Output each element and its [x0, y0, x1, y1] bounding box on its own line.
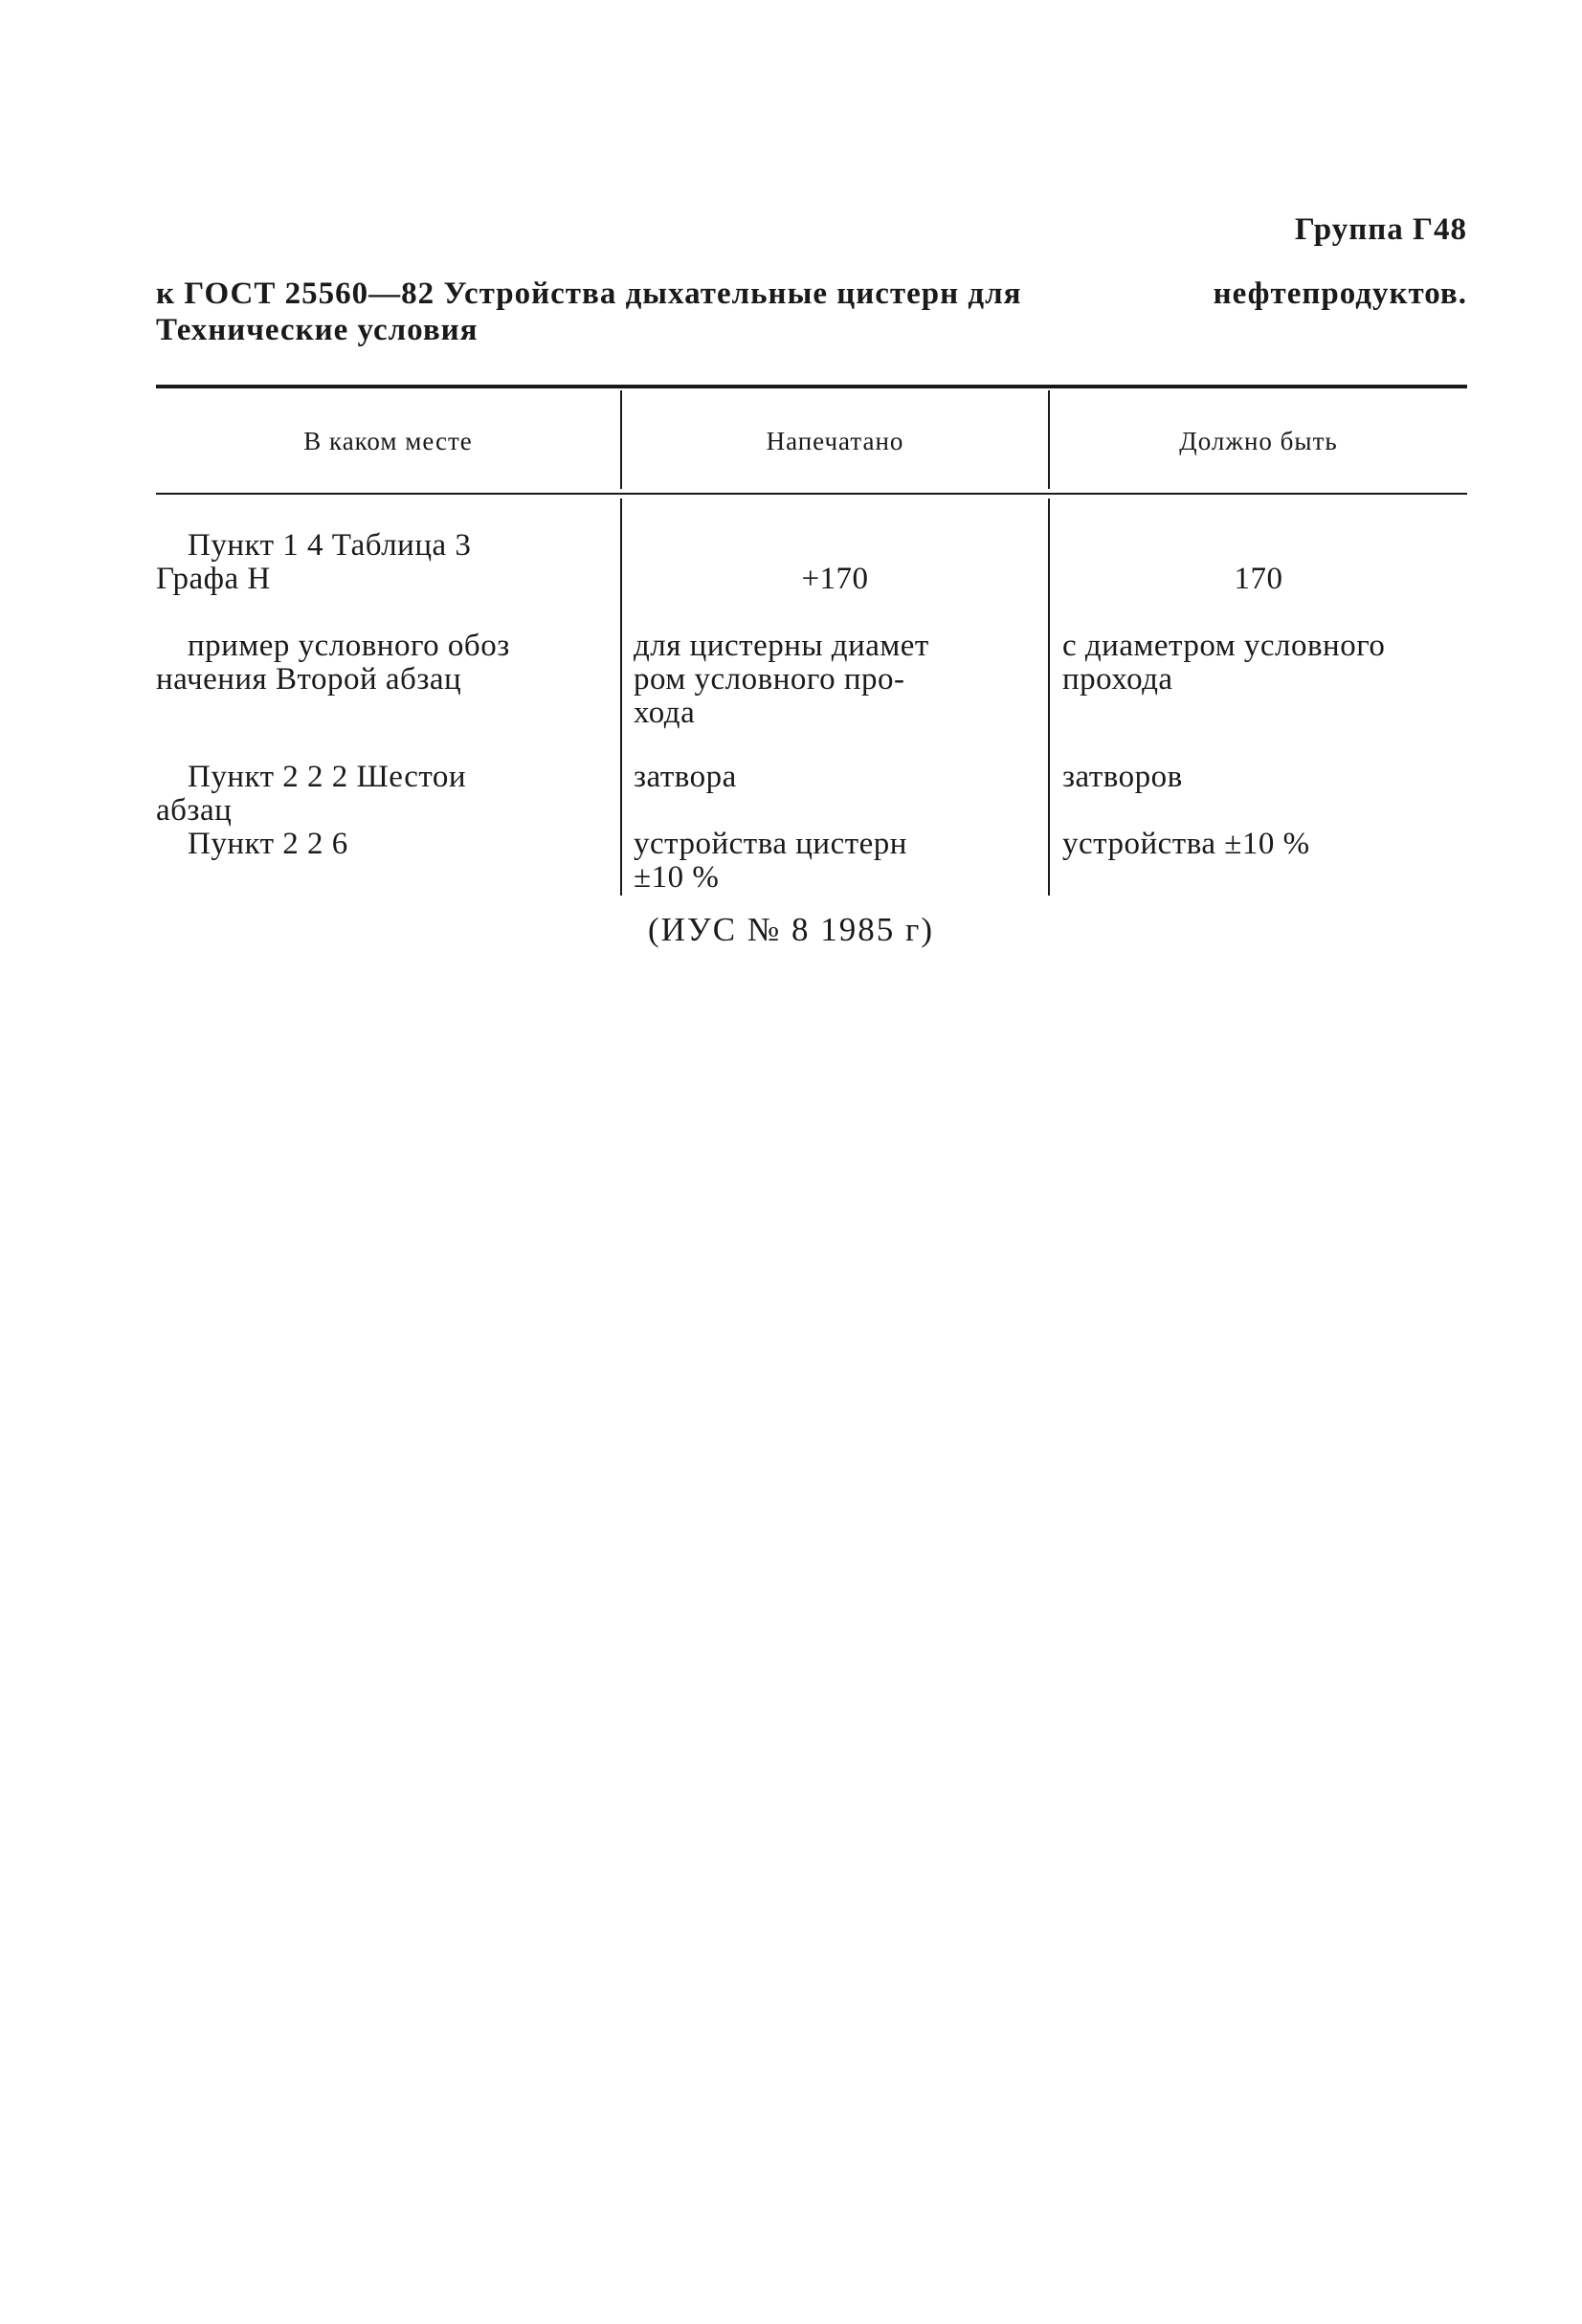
table-cell-place: абзац [156, 793, 233, 828]
table-cell-printed: хода [634, 696, 696, 730]
table-cell-should-be: с диаметром условного [1062, 629, 1386, 663]
table-cell-place: Пункт 2 2 2 Шестои [188, 760, 467, 794]
table-cell-should-be: затворов [1062, 760, 1183, 794]
column-header-should-be: Должно быть [1179, 427, 1338, 455]
table-cell-printed: для цистерны диамет [634, 629, 929, 663]
source-reference: (ИУС № 8 1985 г) [648, 911, 934, 948]
table-cell-printed: затвора [634, 760, 737, 794]
title-line-1-right: нефтепродуктов. [1213, 277, 1467, 311]
table-cell-printed: устройства цистерн [634, 827, 907, 861]
title-line-1-left: к ГОСТ 25560—82 Устройства дыхательные цистерн для [156, 277, 1022, 311]
table-cell-place: Графа H [156, 562, 271, 596]
table-cell-should-be: устройства ±10 % [1062, 827, 1310, 861]
title-line-2: Технические условия [156, 313, 479, 347]
document-title [156, 276, 1467, 348]
column-divider [1048, 498, 1050, 896]
table-cell-place: начения Второй абзац [156, 662, 462, 697]
header-bottom-rule [156, 493, 1467, 495]
table-cell-printed: +170 [801, 562, 869, 596]
group-label: Группа Г48 [1294, 212, 1467, 247]
table-top-rule [156, 385, 1467, 388]
table-cell-printed: ±10 % [634, 860, 720, 895]
column-divider [620, 498, 622, 896]
table-cell-place: пример условного обоз [188, 629, 510, 663]
table-cell-should-be: 170 [1234, 562, 1283, 596]
table-cell-place: Пункт 1 4 Таблица 3 [188, 528, 472, 563]
table-cell-should-be: прохода [1062, 662, 1173, 697]
column-header-printed: Напечатано [766, 427, 904, 455]
table-cell-place: Пункт 2 2 6 [188, 827, 348, 861]
column-header-place: В каком месте [303, 427, 473, 455]
title-line-1 [156, 276, 1467, 312]
table-cell-printed: ром условного про- [634, 662, 905, 697]
